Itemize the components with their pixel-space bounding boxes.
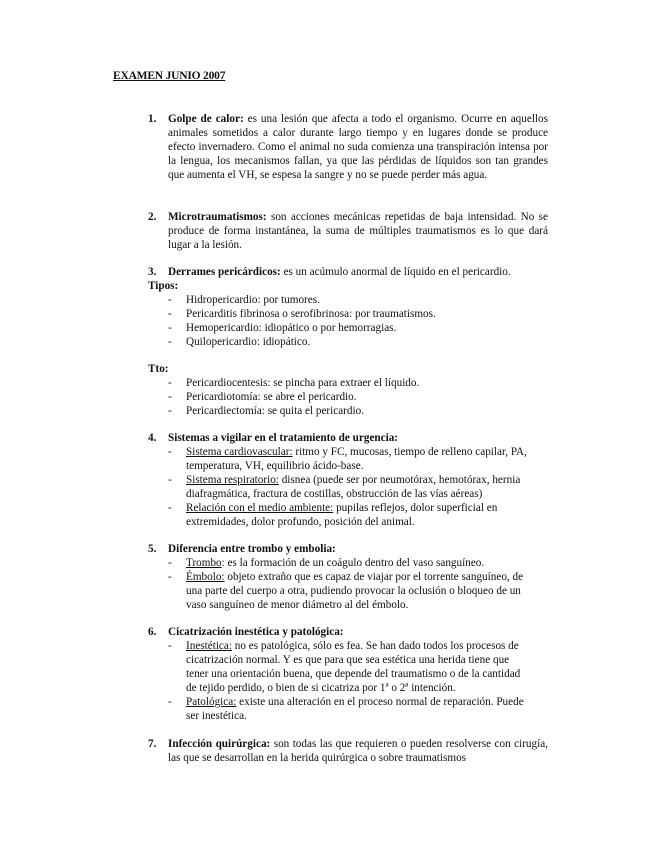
- list-item: [166, 640, 528, 696]
- section-number: 5.: [148, 543, 157, 555]
- section-number: 6.: [148, 626, 157, 638]
- section-number: 1.: [148, 113, 157, 125]
- list-item: [166, 474, 528, 502]
- tipos-label: Tipos:: [148, 280, 179, 292]
- item-text: no es patológica, sólo es fea. Se han dado todos los procesos de cicatrización normal. Y es que para que sea estética una herida tiene que tener una orientación buena, que depende del traumatismo o de la cantidad de tejido perdido, o bien de si cicatriza por 1ª o 2ª intención.: [186, 640, 521, 694]
- item-text: existe una alteración en el proceso normal de reparación. Puede ser inestética.: [186, 695, 524, 722]
- item-term: Sistema cardiovascular:: [186, 446, 293, 458]
- item-term: Relación con el medio ambiente:: [186, 501, 334, 514]
- item-text: disnea (puede ser por neumotórax, hemotórax, hernia diafragmática, fractura de costillas, obstrucción de las vías aéreas): [186, 473, 521, 500]
- item-term: Patológica:: [186, 695, 237, 708]
- section-heading: Microtraumatismos:: [168, 211, 267, 223]
- item-text: objeto extraño que es capaz de viajar por el torrente sanguíneo, de una parte del cuerpo a otra, pudiendo provocar la oclusión o bloqueo de un vaso sanguíneo de menor diámetro al del émbolo.: [186, 570, 524, 611]
- cicatrizacion-list: [166, 640, 528, 723]
- tto-list: [166, 377, 528, 419]
- list-item: [166, 446, 528, 474]
- list-item: [166, 696, 528, 724]
- item-text: : es la formación de un coágulo dentro del vaso sanguíneo.: [221, 557, 485, 569]
- tto-label: Tto:: [148, 363, 169, 375]
- section-text: es un acúmulo anormal de líquido en el pericardio.: [280, 266, 511, 278]
- sistemas-list: [166, 446, 528, 529]
- section-text: es una lesión que afecta a todo el organismo. Ocurre en aquellos animales sometidos a calor durante largo tiempo y en lugares donde se produce efecto invernadero. Como el animal no suda comienza una transpiración intensa por la lengua, los mecanismos fallan, ya que las pérdidas de líquidos son tan grandes que aumenta el VH, se espesa la sangre y no se puede perder más agua.: [168, 113, 548, 181]
- section-derrames-pericardicos: [148, 266, 548, 280]
- section-number: 4.: [148, 432, 157, 444]
- item-text: pupilas reflejos, dolor superficial en extremidades, dolor profundo, posición del animal.: [186, 501, 498, 528]
- section-golpe-de-calor: [148, 113, 548, 183]
- section-heading: Sistemas a vigilar en el tratamiento de urgencia:: [168, 432, 399, 444]
- section-text: son todas las que requieren o pueden resolverse con cirugía, las que se desarrollan en la herida quirúrgica o sobre traumatismos: [168, 738, 548, 764]
- item-text: ritmo y FC, mucosas, tiempo de relleno capilar, PA, temperatura, VH, equilibrio ácido-base.: [186, 446, 527, 472]
- tipos-list: [166, 294, 528, 350]
- section-trombo-embolia: [148, 543, 548, 557]
- section-number: 7.: [148, 738, 157, 750]
- trombo-embolia-list: [166, 557, 528, 613]
- list-item: [166, 502, 528, 530]
- page-title: EXAMEN JUNIO 2007: [113, 70, 226, 82]
- list-item: - Hidropericardio: por tumores.: [166, 294, 528, 308]
- section-heading: Derrames pericárdicos:: [168, 266, 281, 278]
- list-item: - Hemopericardio: idiopático o por hemorragias.: [166, 322, 528, 336]
- section-microtraumatismos: [148, 211, 548, 253]
- item-term: Trombo: [186, 557, 222, 569]
- section-heading: Diferencia entre trombo y embolia:: [168, 543, 336, 555]
- section-heading: Golpe de calor:: [168, 113, 244, 125]
- list-item: - Pericardiotomía: se abre el pericardio.: [166, 391, 528, 405]
- list-item: [166, 571, 528, 613]
- section-text: son acciones mecánicas repetidas de baja intensidad. No se produce de forma instantánea, la suma de múltiples traumatismos es lo que dará lugar a la lesión.: [168, 211, 548, 251]
- item-term: Inestética:: [186, 640, 232, 652]
- section-infeccion-quirurgica: [148, 738, 548, 766]
- section-heading: Cicatrización inestética y patológica:: [168, 626, 344, 638]
- list-item: [166, 557, 528, 571]
- list-item: - Quilopericardio: idiopático.: [166, 336, 528, 350]
- section-heading: Infección quirúrgica:: [168, 738, 271, 750]
- list-item: - Pericarditis fibrinosa o serofibrinosa: por traumatismos.: [166, 308, 528, 322]
- section-number: 3.: [148, 266, 157, 278]
- list-item: - Pericardiocentesis: se pincha para extraer el líquido.: [166, 377, 528, 391]
- section-sistemas-a-vigilar: [148, 432, 548, 446]
- list-item: - Pericardiectomía: se quita el pericardio.: [166, 405, 528, 419]
- item-term: Sistema respiratorio:: [186, 473, 279, 486]
- section-cicatrizacion: [148, 626, 548, 640]
- item-term: Émbolo:: [186, 570, 225, 583]
- section-number: 2.: [148, 211, 157, 223]
